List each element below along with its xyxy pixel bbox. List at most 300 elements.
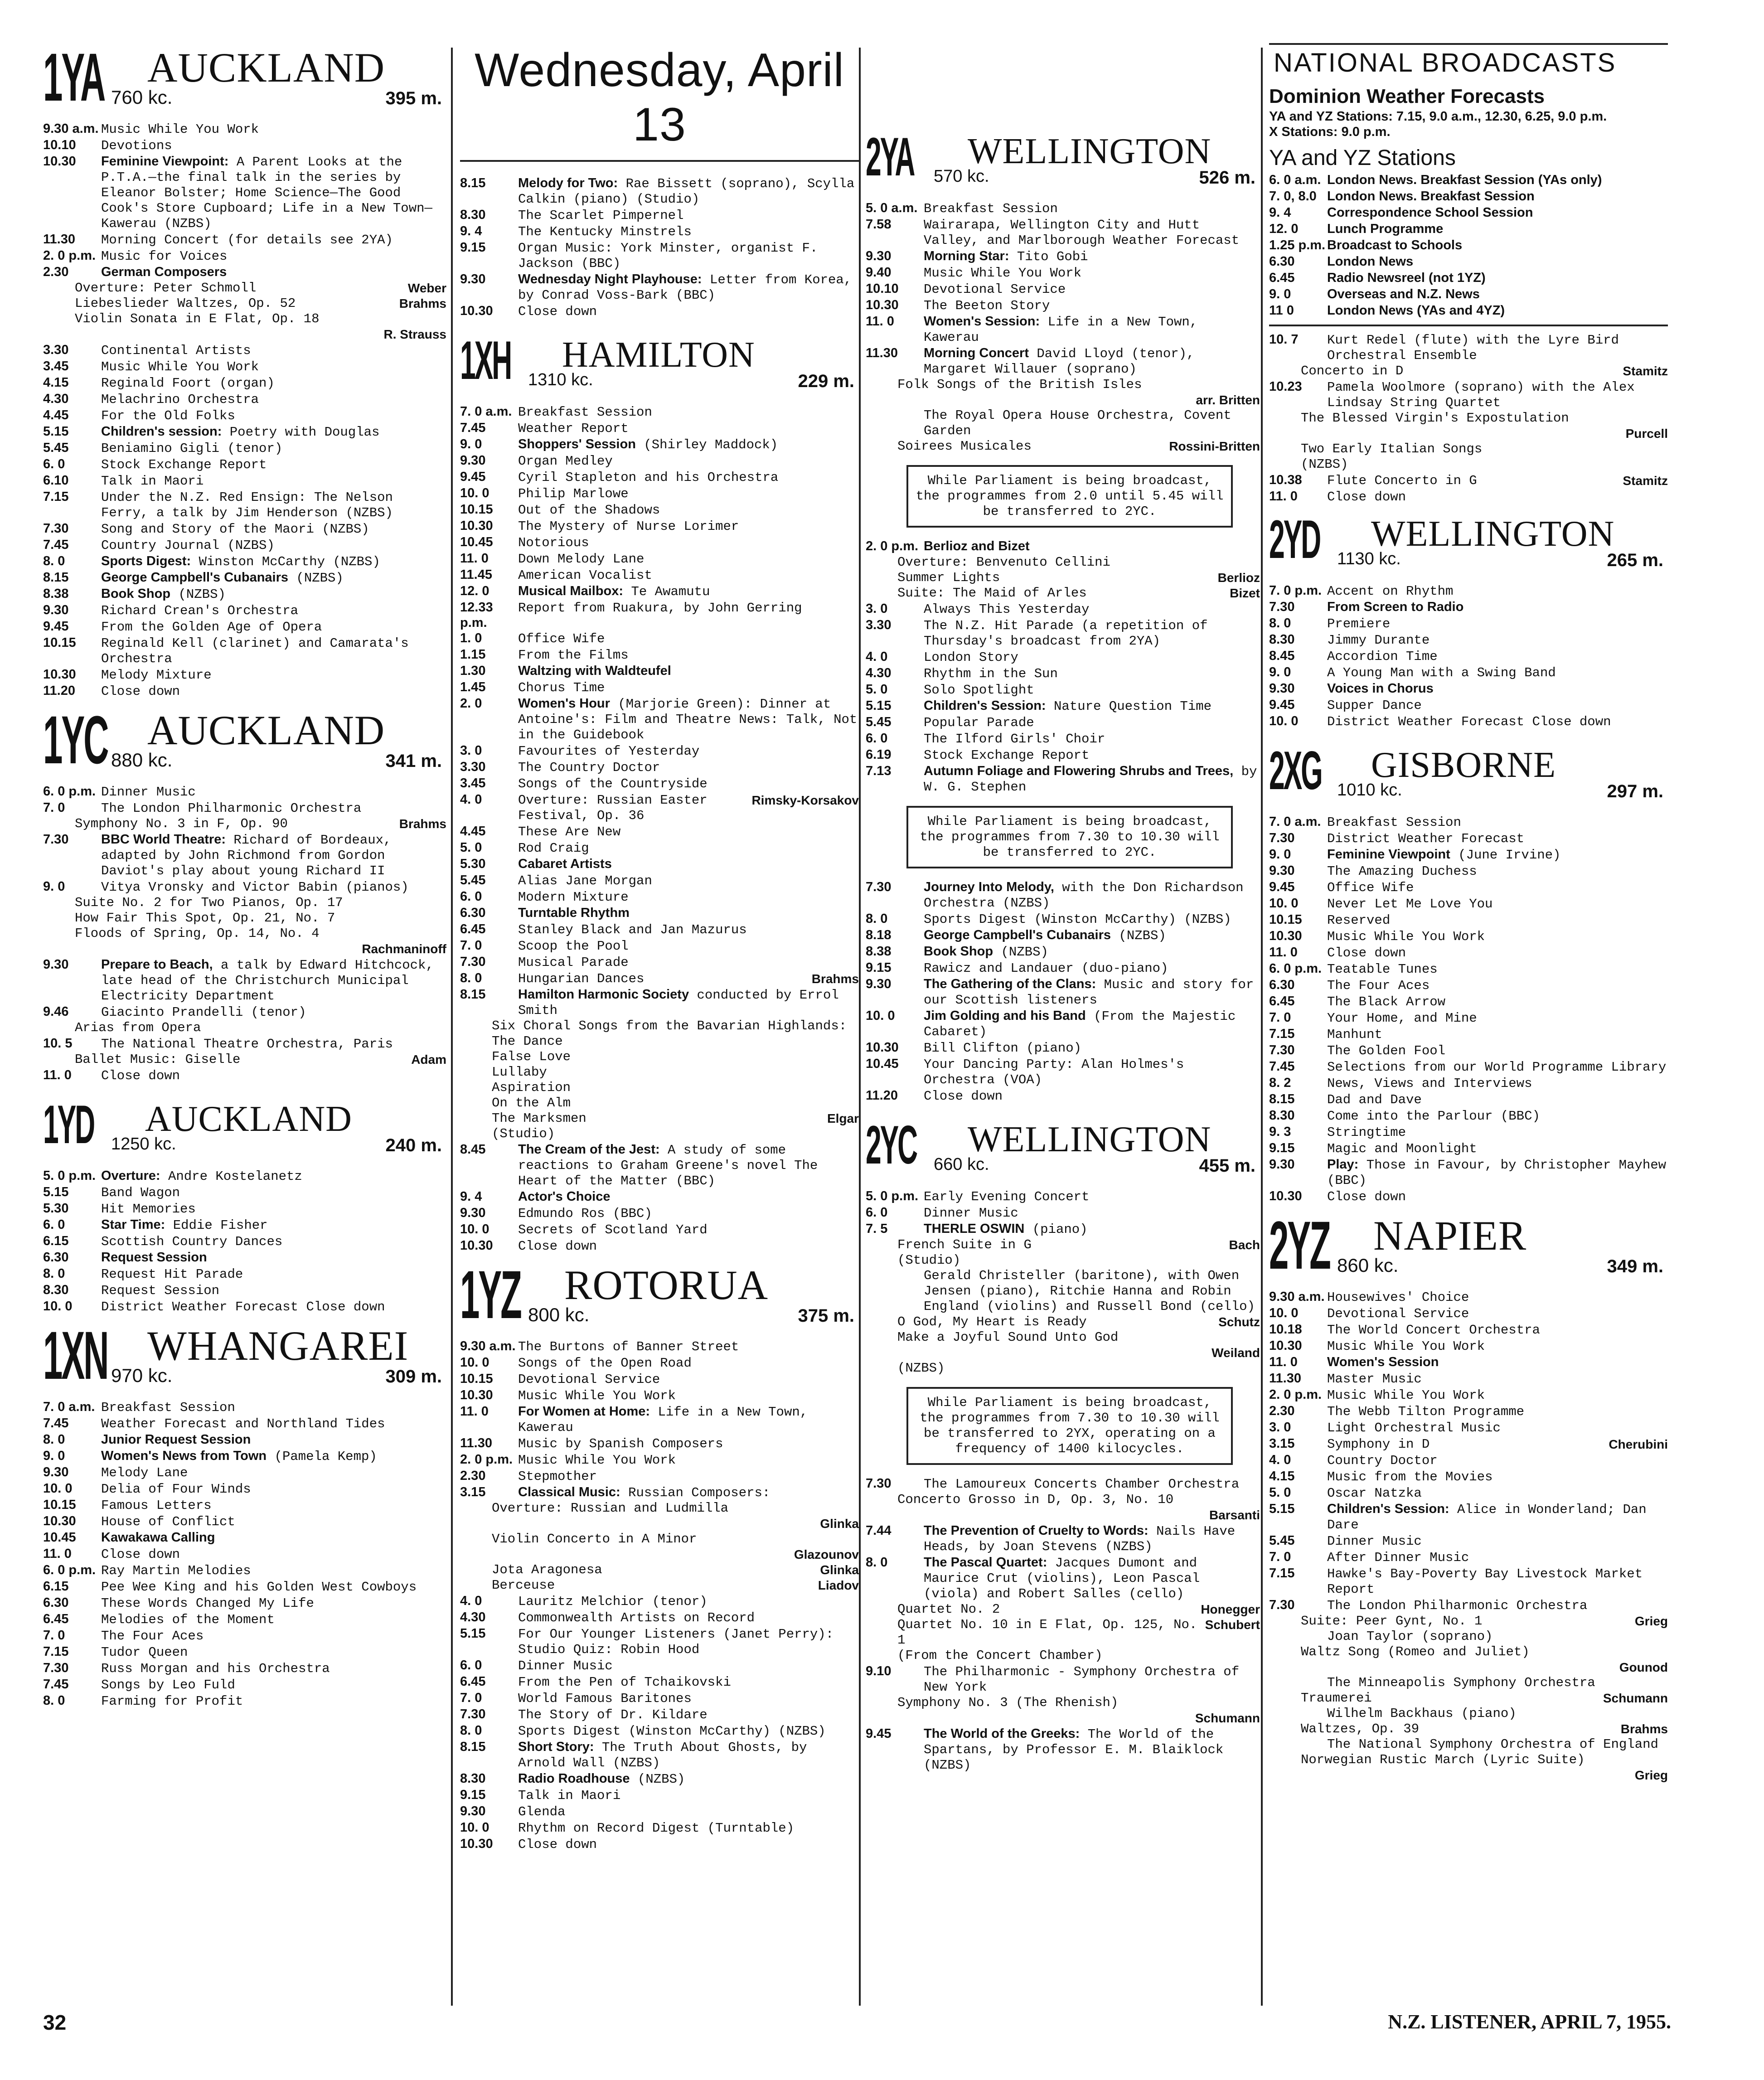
programme-entry — [43, 1067, 446, 1084]
composer — [1255, 1695, 1260, 1711]
programme-text — [924, 201, 1260, 217]
programme-title: Music While You Work — [1327, 1388, 1485, 1403]
programme-detail — [43, 327, 446, 342]
programme-title: Eddie Fisher — [173, 1218, 268, 1233]
programme-time: 8.15 — [460, 176, 486, 190]
programme-title: From the Golden Age of Opera — [101, 620, 322, 635]
station-section — [1269, 736, 1668, 1205]
programme-detail — [460, 1065, 859, 1080]
programme-time: 9.30 — [1269, 1157, 1295, 1172]
programme-entry — [43, 342, 446, 359]
programme-row — [460, 534, 859, 551]
programme-time: 7.30 — [1269, 1598, 1295, 1612]
programme-detail — [866, 1237, 1260, 1253]
programme-time: 6.30 — [43, 1250, 69, 1265]
programme-time: 5.45 — [43, 441, 69, 455]
work-title: Arias from Opera — [75, 1020, 201, 1035]
programme-title: Music While You Work — [101, 122, 259, 137]
programme-entry — [1269, 1140, 1668, 1157]
programme-title: London Story — [924, 650, 1018, 665]
programme-time: 6. 0 a.m. — [1269, 173, 1321, 187]
footer-credit: N.Z. LISTENER, APRIL 7, 1955. — [1388, 2011, 1671, 2033]
programme-text — [101, 490, 446, 521]
programme-row — [1269, 599, 1668, 616]
programme-title: Beniamino Gigli (tenor) — [101, 441, 283, 456]
composer: Rossini-Britten — [1169, 439, 1260, 453]
programme-time: 6.30 — [43, 1595, 69, 1610]
programme-detail — [866, 1602, 1260, 1617]
programme-title: Music and story for our Scottish listeners — [924, 977, 1254, 1008]
station-city: NAPIER — [1373, 1212, 1527, 1259]
programme-entry — [1269, 648, 1668, 664]
programme-text — [101, 586, 446, 602]
station-callsign: 1XN — [43, 1317, 108, 1393]
programme-detail — [460, 1034, 859, 1049]
programme-time: 6. 0 p.m. — [1269, 961, 1322, 976]
programme-entry — [43, 1299, 446, 1315]
programme-entry — [1269, 896, 1668, 912]
programme-time: 6.30 — [1269, 978, 1295, 992]
composer: Schutz — [1218, 1315, 1260, 1329]
programme-entry — [43, 489, 446, 521]
programme-entry — [1269, 221, 1668, 238]
programme-entry — [1269, 994, 1668, 1010]
programme-title: A study of some reactions to Graham Greene's novel The Heart of the Matter (BBC) — [518, 1143, 818, 1188]
programme-row — [866, 698, 1260, 714]
composer — [442, 1020, 446, 1036]
programme-text — [1327, 270, 1668, 286]
programme-detail — [866, 570, 1260, 586]
programme-detail — [1269, 1691, 1668, 1706]
work-title: The Dance — [492, 1034, 563, 1049]
programme-title: The Truth About Ghosts, by Arnold Wall (NZBS) — [518, 1740, 807, 1770]
page-title: Wednesday, April 13 — [475, 44, 844, 151]
programme-time: 10.30 — [866, 298, 899, 312]
programme-entry — [43, 1217, 446, 1233]
column-2 — [460, 43, 859, 1859]
programme-time: 6.10 — [43, 473, 69, 488]
work-title: Concerto in D — [1301, 364, 1404, 378]
programme-title: Accordion Time — [1327, 649, 1438, 664]
programme-detail — [43, 311, 446, 327]
programme-entry — [1269, 1675, 1668, 1706]
programme-title: David Lloyd (tenor), Margaret Willauer (soprano) — [924, 346, 1195, 377]
programme-time: 7.15 — [1269, 1566, 1295, 1581]
programme-time: 9. 0 — [43, 1449, 65, 1463]
programme-entry — [866, 1268, 1260, 1376]
programme-time: 7.30 — [460, 1707, 486, 1721]
programme-text — [518, 1821, 859, 1836]
programme-row — [460, 905, 859, 921]
programme-text — [101, 832, 446, 879]
programme-text — [924, 218, 1260, 248]
programme-text — [101, 1596, 446, 1611]
programme-text — [924, 538, 1260, 555]
programme-text — [101, 801, 446, 816]
programme-entry — [43, 407, 446, 424]
programme-title: Symphony in D — [1327, 1437, 1430, 1452]
work-title: Berceuse — [492, 1578, 555, 1593]
programme-text — [1327, 473, 1668, 489]
programme-text — [518, 1610, 859, 1626]
programme-title: After Dinner Music — [1327, 1550, 1469, 1565]
programme-title: Talk in Maori — [101, 474, 204, 489]
programme-title: Your Home, and Mine — [1327, 1011, 1477, 1026]
programme-entry — [1269, 912, 1668, 928]
programme-entry — [460, 889, 859, 905]
programme-time: 9.30 a.m. — [1269, 1290, 1325, 1304]
programme-title: Nails Have Heads, by Joan Stevens (NZBS) — [924, 1524, 1236, 1554]
programme-title: Poetry with Douglas — [229, 425, 380, 440]
programme-time: 7.15 — [43, 490, 69, 504]
programme-detail — [1269, 1721, 1668, 1737]
programme-row — [1269, 697, 1668, 713]
programme-row — [1269, 489, 1668, 505]
programme-text — [924, 1057, 1260, 1088]
programme-row — [460, 1658, 859, 1674]
programme-detail — [1269, 1768, 1668, 1783]
programme-entry — [1269, 599, 1668, 616]
programme-title: Under the N.Z. Red Ensign: The Nelson Ferry, a talk by Jim Henderson (NZBS) — [101, 490, 393, 520]
programme-time: 5.30 — [43, 1201, 69, 1216]
programme-title: Melodies of the Moment — [101, 1612, 275, 1627]
programme-text — [518, 1771, 859, 1787]
programme-text — [1327, 1421, 1668, 1436]
station-section — [43, 39, 446, 699]
programme-row — [1269, 379, 1668, 411]
programme-detail — [866, 1314, 1260, 1330]
work-title: Overture: Benvenuto Cellini — [897, 555, 1110, 570]
programme-text — [924, 1664, 1260, 1695]
work-title: Concerto Grosso in D, Op. 3, No. 10 — [897, 1492, 1174, 1507]
programme-row — [43, 137, 446, 154]
programme-row — [43, 537, 446, 553]
programme-time: 8. 2 — [1269, 1076, 1291, 1090]
station-section — [1269, 505, 1668, 730]
composer: Schubert — [1205, 1618, 1260, 1632]
programme-highlight: Jim Golding and his Band — [924, 1008, 1086, 1023]
programme-time: 5. 0 — [1269, 1485, 1291, 1500]
station-header — [43, 1317, 446, 1399]
programme-title: The Minneapolis Symphony Orchestra — [1327, 1675, 1595, 1690]
programme-entry — [460, 1787, 859, 1804]
programme-text — [518, 583, 859, 600]
work-title: Folk Songs of the British Isles — [897, 377, 1142, 392]
programme-title: Farming for Profit — [101, 1694, 243, 1709]
programme-entry — [866, 1040, 1260, 1056]
programme-entry — [866, 1726, 1260, 1773]
programme-detail — [866, 1695, 1260, 1711]
work-title: False Love — [492, 1049, 571, 1064]
programme-time: 8.38 — [43, 587, 69, 601]
programme-text — [518, 856, 859, 873]
programme-row — [43, 521, 446, 537]
programme-text — [1327, 1323, 1668, 1338]
programme-title: Stock Exchange Report — [101, 457, 267, 472]
composer: Brahms — [399, 817, 446, 831]
programme-text — [1327, 929, 1668, 945]
programme-row — [43, 456, 446, 473]
station-frequency: 570 kc. — [934, 167, 989, 186]
programme-entry — [43, 1660, 446, 1677]
programme-title: Songs of the Countryside — [518, 776, 708, 791]
programme-entry — [43, 1448, 446, 1464]
programme-text — [518, 873, 859, 889]
programme-title: Devotional Service — [1327, 1306, 1469, 1321]
programme-row — [43, 1416, 446, 1432]
composer: R. Strauss — [383, 327, 446, 341]
programme-title: Stringtime — [1327, 1125, 1406, 1140]
composer: Adam — [411, 1052, 446, 1067]
programme-row — [43, 248, 446, 264]
programme-entry — [460, 647, 859, 663]
programme-text — [518, 208, 859, 223]
programme-title: (Shirley Maddock) — [644, 437, 778, 452]
programme-time: 4. 0 — [460, 792, 482, 807]
programme-row — [460, 1820, 859, 1836]
programme-text — [1327, 994, 1668, 1010]
programme-time: 3.30 — [43, 343, 69, 357]
composer — [1663, 1752, 1668, 1768]
programme-time: 8. 0 — [460, 1723, 482, 1738]
programme-text — [101, 1448, 446, 1464]
programme-entry — [1269, 1597, 1668, 1629]
programme-time: 9.45 — [866, 1726, 892, 1741]
programme-row — [1269, 1354, 1668, 1371]
column-divider — [451, 48, 453, 2006]
work-title: Lullaby — [492, 1065, 547, 1080]
work-title: (NZBS) — [1301, 457, 1348, 472]
programme-time: 3. 0 — [460, 743, 482, 758]
programme-time: 8.30 — [43, 1283, 69, 1297]
programme-time: 10. 0 — [460, 1222, 489, 1236]
programme-entry — [866, 1221, 1260, 1268]
programme-text — [101, 359, 446, 375]
programme-entry — [866, 617, 1260, 649]
programme-row — [460, 1739, 859, 1771]
programme-row — [43, 635, 446, 667]
programme-entry — [1269, 1354, 1668, 1371]
work-title: On the Alm — [492, 1096, 571, 1110]
programme-entry — [866, 879, 1260, 911]
stations-col4 — [1269, 505, 1668, 1783]
programme-entry — [43, 667, 446, 683]
programme-entry — [460, 792, 859, 824]
programme-row — [1269, 472, 1668, 489]
work-title: The Blessed Virgin's Expostulation — [1301, 411, 1569, 426]
programme-text — [518, 955, 859, 970]
programme-highlight: Melody for Two: — [518, 176, 618, 190]
station-wavelength: 240 m. — [385, 1135, 442, 1155]
work-title: Symphony No. 3 in F, Op. 90 — [75, 816, 288, 831]
programme-title: (piano) — [1032, 1222, 1088, 1237]
programme-detail — [866, 393, 1260, 408]
programme-row — [460, 485, 859, 502]
station-frequency: 970 kc. — [111, 1365, 173, 1386]
programme-time: 10.23 — [1269, 379, 1302, 394]
programme-time: 10.30 — [1269, 929, 1302, 943]
programme-title: Selections from our World Programme Library — [1327, 1060, 1667, 1075]
programme-text — [101, 603, 446, 619]
programme-entry — [866, 1663, 1260, 1726]
programme-title: Light Orchestral Music — [1327, 1421, 1501, 1435]
programme-highlight: Autumn Foliage and Flowering Shrubs and Trees, — [924, 764, 1234, 778]
programme-text — [924, 1555, 1260, 1602]
programme-time: 10. 7 — [1269, 332, 1299, 347]
programme-title: Broadcast to Schools — [1327, 238, 1463, 252]
programme-entry — [866, 698, 1260, 714]
programme-row — [43, 667, 446, 683]
programme-entry — [43, 440, 446, 456]
station-callsign: 1XH — [460, 330, 511, 391]
programme-text — [1327, 831, 1668, 847]
composer: Brahms — [399, 296, 446, 310]
programme-row — [460, 889, 859, 905]
programme-row — [866, 345, 1260, 377]
programme-title: The Scarlet Pimpernel — [518, 208, 684, 223]
programme-row — [43, 553, 446, 570]
programme-entry — [1269, 1188, 1668, 1205]
programme-row — [1269, 270, 1668, 286]
programme-title: Sports Digest (Winston McCarthy) (NZBS) — [518, 1724, 826, 1739]
programme-highlight: Junior Request Session — [101, 1432, 251, 1447]
programme-text — [1327, 599, 1668, 616]
programme-text — [1327, 380, 1668, 411]
programme-row — [1269, 814, 1668, 830]
programme-entry — [1269, 1338, 1668, 1354]
programme-row — [1269, 1485, 1668, 1501]
programme-text — [101, 1482, 446, 1497]
programme-text — [518, 1675, 859, 1690]
programme-text — [1327, 1501, 1668, 1533]
programme-row — [460, 436, 859, 453]
programme-entry — [460, 938, 859, 954]
programme-row — [866, 200, 1260, 217]
programme-row — [460, 502, 859, 518]
programme-text — [924, 314, 1260, 345]
programme-text — [101, 343, 446, 359]
parliament-notice: While Parliament is being broadcast, the programmes from 7.30 to 10.30 will be transferred to 2YC. — [906, 806, 1233, 868]
programme-detail — [460, 1547, 859, 1562]
station-section — [866, 122, 1260, 1104]
programme-entry — [43, 1644, 446, 1660]
programme-time: 5. 0 — [866, 682, 888, 697]
programme-title: Stock Exchange Report — [924, 748, 1090, 763]
programme-highlight: Sports Digest: — [101, 554, 191, 568]
programme-row — [866, 538, 1260, 555]
programme-row — [1269, 583, 1668, 599]
programme-time: 9.45 — [460, 470, 486, 484]
composer — [1255, 1648, 1260, 1663]
programme-entry — [866, 927, 1260, 944]
programme-row — [460, 1238, 859, 1254]
column-4 — [1269, 43, 1668, 1789]
programme-time: 1.25 p.m. — [1269, 238, 1326, 252]
programme-row — [1269, 1157, 1668, 1188]
programme-entry — [460, 1371, 859, 1387]
programme-text — [101, 424, 446, 440]
programme-detail — [866, 1345, 1260, 1361]
programme-text — [518, 1724, 859, 1739]
programme-title: The World Concert Orchestra — [1327, 1323, 1540, 1338]
programme-text — [518, 421, 859, 436]
composer: Elgar — [827, 1111, 859, 1125]
programme-title: Modern Mixture — [518, 890, 629, 905]
programme-row — [43, 1513, 446, 1530]
work-title: Six Choral Songs from the Bavarian Highlands: — [492, 1018, 847, 1033]
station-city: ROTORUA — [564, 1262, 769, 1308]
station-frequency: 1010 kc. — [1337, 781, 1402, 800]
programme-title: Early Evening Concert — [924, 1189, 1090, 1204]
programme-title: Radio Newsreel (not 1YZ) — [1327, 271, 1486, 285]
programme-time: 10.30 — [460, 519, 493, 533]
programme-detail — [1269, 1614, 1668, 1629]
programme-time: 2. 0 — [460, 696, 482, 711]
station-section — [43, 1317, 446, 1709]
programme-entry — [866, 731, 1260, 747]
programme-highlight: Women's Hour — [518, 696, 610, 711]
programme-entry — [1269, 830, 1668, 847]
programme-time: 11.30 — [43, 232, 75, 247]
work-title: Violin Sonata in E Flat, Op. 18 — [75, 311, 320, 326]
programme-entry — [460, 207, 859, 223]
programme-time: 9. 4 — [1269, 205, 1291, 220]
programme-row — [1269, 172, 1668, 189]
programme-entry — [460, 970, 859, 987]
programme-text — [101, 570, 446, 586]
programme-time: 10.30 — [460, 1837, 493, 1851]
programme-row — [43, 1282, 446, 1299]
programme-text — [101, 785, 446, 800]
programme-time: 5. 0 p.m. — [866, 1189, 919, 1203]
programme-text — [518, 1436, 859, 1452]
programme-text — [924, 1523, 1260, 1555]
programme-row — [1269, 928, 1668, 945]
programme-text — [518, 680, 859, 696]
programme-time: 7. 0 a.m. — [460, 404, 512, 419]
composer — [1663, 411, 1668, 426]
programme-title: The Ilford Girls' Choir — [924, 732, 1105, 747]
station-wavelength: 375 m. — [798, 1306, 854, 1326]
programme-row — [43, 1660, 446, 1677]
programme-entry — [1269, 961, 1668, 977]
programme-row — [866, 314, 1260, 345]
programme-time: 5.30 — [460, 857, 486, 871]
station-wavelength: 395 m. — [385, 88, 442, 108]
programme-title: Stepmother — [518, 1469, 597, 1484]
programme-entry — [866, 1008, 1260, 1040]
programme-entry — [43, 1168, 446, 1184]
programme-entry — [43, 832, 446, 879]
programme-time: 8. 0 — [1269, 616, 1291, 630]
programme-time: 8.15 — [43, 570, 69, 585]
programme-time: 12. 0 — [1269, 222, 1299, 236]
programme-highlight: Children's Session: — [1327, 1502, 1449, 1516]
composer: Bizet — [1230, 586, 1260, 600]
station-frequency: 760 kc. — [111, 87, 173, 108]
programme-entry — [1269, 1452, 1668, 1469]
programme-entry — [1269, 1010, 1668, 1026]
programme-text — [1327, 665, 1668, 681]
programme-time: 9.30 a.m. — [43, 121, 99, 136]
programme-entry — [43, 473, 446, 489]
programme-entry — [1269, 1371, 1668, 1387]
programme-entry — [460, 436, 859, 453]
programme-entry — [43, 391, 446, 407]
programme-row — [460, 175, 859, 207]
programme-time: 1.30 — [460, 664, 486, 678]
programme-row — [1269, 1010, 1668, 1026]
